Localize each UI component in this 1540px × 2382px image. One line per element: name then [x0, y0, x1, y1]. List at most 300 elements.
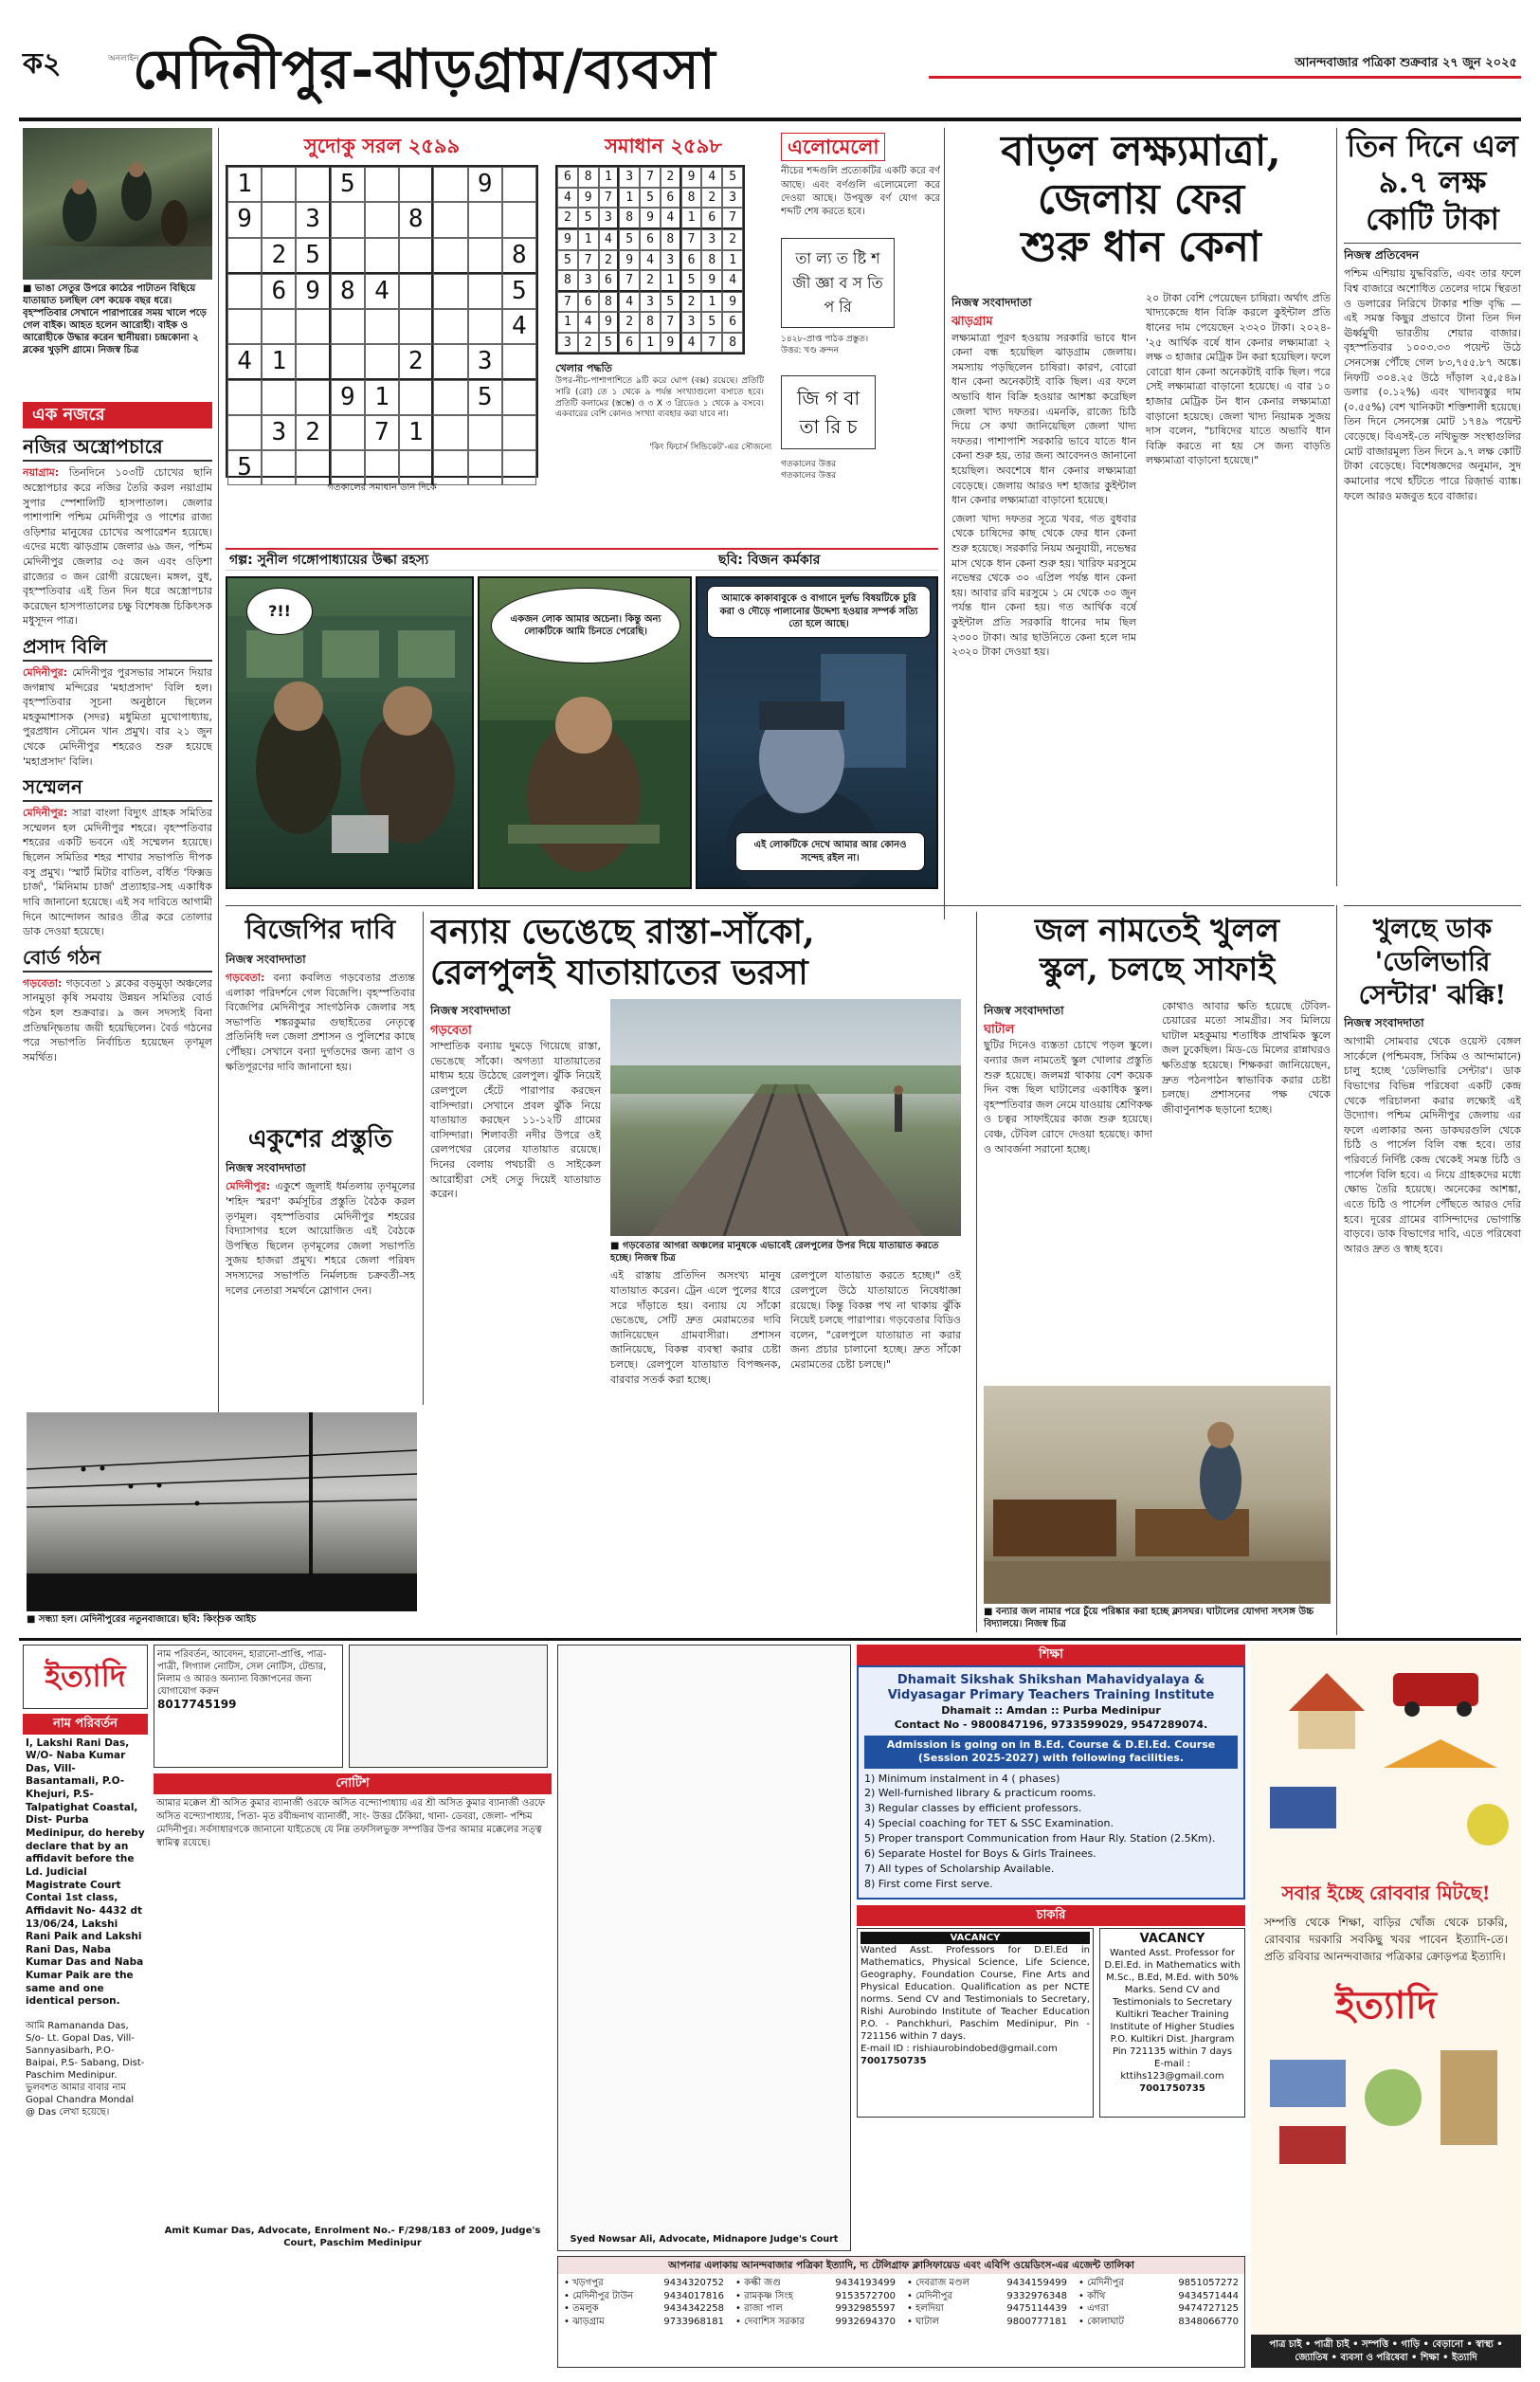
comic-bubble-4: এই লোকটিকে দেখে আমার আর কোনও সন্দেহ রইল না। — [735, 832, 925, 871]
comic-header — [226, 548, 938, 571]
story-school — [984, 912, 1331, 1632]
solution-cell: 4 — [701, 167, 722, 188]
sudoku-cell — [468, 309, 502, 344]
agent-phone[interactable]: 9434159499 — [1006, 2278, 1067, 2289]
dateline: আনন্দবাজার পত্রিকা শুক্রবার ২৭ জুন ২০২৫ — [1295, 56, 1517, 70]
sudoku-cell: 2 — [262, 238, 296, 274]
solution-cell: 3 — [578, 270, 599, 292]
admission-banner: Admission is going on in B.Ed. Course & D.El.Ed. Course (Session 2025-2027) with following facilities. — [864, 1736, 1238, 1769]
agent-entry — [1073, 2316, 1244, 2329]
solution-cell: 9 — [701, 270, 722, 292]
promo-tags: পাত্র চাই • পাত্রী চাই • সম্পত্তি • গাড়ি • বেড়ানো • স্বাস্থ্য • জ্যোতিষ • ব্যবসা ও পরিষেবা • শিক্ষা • ইত্যাদি — [1251, 2335, 1521, 2368]
sudoku-cell: 5 — [227, 450, 262, 485]
school-photo-caption: ■ বন্যার জল নামার পরে চুঁয়ে পরিষ্কার করা হচ্ছে ক্লাসঘর। ঘাটালের যোগদা সৎসঙ্গ উচ্চ বিদ্যালয়ে। নিজস্ব চিত্র — [984, 1607, 1314, 1629]
solution-cell: 3 — [661, 250, 681, 271]
vacancy-phone-2[interactable]: 7001750735 — [1139, 2083, 1205, 2095]
classroom-illustration — [984, 1386, 1331, 1604]
vacancy-title-2: VACANCY — [1139, 1931, 1205, 1946]
agent-area: • মেদিনীপুর — [907, 2290, 952, 2301]
vacancy-title-1: VACANCY — [861, 1932, 1090, 1944]
jumble-puzzle-a: তা ল্য ত ষ্টি শ জী জ্ঞা ব স তি প রি — [781, 238, 895, 328]
jumble-answer-d: গতকালের উত্তর — [781, 471, 837, 482]
jumble-block — [781, 133, 940, 538]
sudoku-cell — [365, 167, 399, 202]
paddy-headline-3: শুরু ধান কেনা — [1021, 223, 1261, 272]
brief-title-3: সম্মেলন — [23, 774, 212, 802]
vacancy-email-2[interactable]: E-mail : kttihs123@gmail.com — [1120, 2059, 1224, 2082]
agent-grid — [558, 2277, 1244, 2328]
story-ekush — [226, 1123, 415, 1398]
solution-cell: 3 — [599, 208, 620, 229]
paddy-col-3: ২০ টাকা বেশি পেয়েছেন চাষিরা। অর্থাৎ প্রতি খাদ্যকেন্দ্রে ধান বিক্রি করলে কুইন্টাল প্রতি ধানের দাম পেয়েছেন ২৩২০ টাকা। ২০২৪-'২৫ আর্থিক বর্ষে ধান কেনার লক্ষ্যমাত্রা ২ লক্ষ ৩ হাজার মেট্রিক টন করা হয়েছিল। ফলে বোরো ধান কেনা অনেকটাই বাকি ছিল। পরে সেই লক্ষ্যমাত্রা বাড়ানো হয়েছে। এ বার ১০ হাজার মেট্রিক টন ধান কেনার লক্ষ্যমাত্রা বাড়ানো হয়েছে। জেলা খাদ্য নিয়ামক সুজয় দাস বলেন, "চাষিদের যাতে অভাবি ধান বিক্রি করতে না হয় সে জন্য বাড়তি লক্ষ্যমাত্রা বাড়ানো হয়েছে।" — [1146, 291, 1331, 467]
solution-credit: 'কিং ফিচার্স সিন্ডিকেট'-এর সৌজন্যে — [649, 442, 771, 452]
solution-cell: 9 — [661, 333, 681, 354]
ekush-place: মেদিনীপুর: — [226, 1180, 271, 1193]
solution-cell: 4 — [578, 312, 599, 333]
delivery-byline: নিজস্ব সংবাদদাতা — [1344, 1016, 1424, 1029]
sudoku-cell — [399, 309, 433, 344]
sudoku-cell — [433, 167, 467, 202]
sudoku-cell — [365, 238, 399, 274]
solution-cell: 4 — [557, 188, 578, 209]
agents-block — [557, 2256, 1245, 2368]
classifieds-brand — [23, 1645, 148, 1709]
sudoku-cell — [262, 202, 296, 237]
solution-cell: 7 — [722, 208, 743, 229]
rescue-photo-illustration — [23, 128, 212, 280]
agent-area: • ঘাটাল — [907, 2316, 939, 2327]
ekush-text: একুশে জুলাই ধর্মতলায় তৃণমূলের 'শহিদ স্মরণ' কর্মসূচির প্রস্তুতি বৈঠক করল তৃণমূল। বৃহস্পতিবার মেদিনীপুর শহরের বিদ্যাসাগর হলে আয়োজিত এই বৈঠকে উপস্থিত ছিলেন তৃণমূলের জেলা সভাপতি সুজয় হাজরা প্রমুখ। শহরে জেলা পরিষদ সদস্যদের সভাপতি নির্মলচন্দ্র চক্রবর্তী-সহ দলের নেতারা সমর্থনে স্লোগান দেন। — [226, 1180, 415, 1297]
solution-cell: 8 — [640, 312, 661, 333]
paddy-headline-1: বাড়ল লক্ষ্যমাত্রা, — [1001, 128, 1281, 175]
agent-area: • খড়গপুর — [564, 2278, 604, 2289]
sudoku-cell — [296, 450, 330, 485]
agent-phone[interactable]: 9434342258 — [663, 2303, 724, 2315]
flood-col-1: সাম্প্রতিক বন্যায় দুমড়ে গিয়েছে রাস্তা, ভেঙেছে সাঁকো। অগত্যা যাতায়াতের মাধ্যম হয়ে উঠেছে রেলপুল। ঝুঁকি নিয়েই রেলপুলে হেঁটে পারাপার করছেন বাসিন্দারা। সেখানে প্রবল ঝুঁকি নিয়ে যাতায়াত করছেন ১১-১২টি গ্রামের বাসিন্দারা। শিলাবতী নদীর উপরে ওই রেলপথের রেলের যাতায়াত রয়েছে। দিনের বেলায় পথচারী ও সাইকেল আরোহীরা সেই সেতু দিয়েই যাতায়াত করেন। — [430, 1040, 601, 1201]
paddy-byline: নিজস্ব সংবাদদাতা — [951, 295, 1032, 309]
school-headline-1: জল নামতেই খুলল — [1034, 912, 1280, 950]
sudoku-cell: 1 — [365, 380, 399, 415]
jumble-answer-b: উত্তর: খণ্ড ক্রন্দন — [781, 346, 839, 356]
sudoku-cell — [399, 238, 433, 274]
paddy-col-2: জেলা খাদ্য দফতর সূত্রে খবর, গত বুধবার থেকে চাষিদের কাছ থেকে ফের ধান কেনা শুরু হয়েছে। সরকারি নিয়ম অনুযায়ী, নভেম্বর মাস থেকে ধান কেনা শুরু হয়। খারিফ মরসুমে নভেম্বর থেকে ৩০ এপ্রিল পর্যন্ত ধান কেনা হয়। আবার রবি মরসুমে ১ মে থেকে ৩০ জুন পর্যন্ত ধান কেনা হয়। গত আর্থিক বর্ষে কুইন্টাল প্রতি সরকারি ধানের দাম ছিল ২৩০০ টাকা। আর ছাউনিতে কেনা হলে দাম ২৩২০ টাকা দেওয়া হয়। — [951, 512, 1136, 659]
name-change-2: আমি Ramananda Das, S/o- Lt. Gopal Das, Vill- Sannyasibarh, P.O- Baipai, P.S- Sabang, Dist- Paschim Medinipur. ভুলবশত আমার বাবার নাম Gopal Chandra Mondal @ Das লেখা হয়েছে। — [26, 2021, 145, 2118]
solution-cell: 1 — [661, 270, 681, 292]
solution-cell: 9 — [640, 208, 661, 229]
sudoku-cell — [399, 274, 433, 309]
solution-cell: 7 — [661, 312, 681, 333]
vacancy-phone-1[interactable]: 7001750735 — [861, 2055, 927, 2066]
comic-story: গল্প: সুনীল গঙ্গোপাধ্যায়ের উল্কা রহস্য — [229, 553, 429, 568]
sudoku-cell — [227, 415, 262, 450]
agent-entry — [730, 2277, 901, 2290]
solution-cell: 1 — [578, 229, 599, 250]
paddy-col-1: লক্ষ্যমাত্রা পূরণ হওয়ায় সরকারি ভাবে ধান কেনা বন্ধ হয়েছিল ঝাড়গ্রাম জেলায়। সমস্যায় পড়ছিলেন চাষিরা। কারণ, বোরো ধান কেনা অনেকটাই বাকি ছিল। এর ফলে অভাবি ধান বিক্রি হওয়ার আশঙ্কা করেছিল জেলা খাদ্য দফতর। এমনকি, রাজ্যে চিঠি দিয়ে সে কথা জানিয়েছিল জেলা খাদ্য দফতর। পাশাপাশি সরকারি ভাবে যাতে ধান কেনা শুরু হয়, তার জন্য আবেদনও জানানো হয়েছিল। অবশেষে ধান কেনার লক্ষ্যমাত্রা বেড়েছে। জেলায় আরও দশ হাজার কুইন্টাল ধান কেনার লক্ষ্যমাত্রা বাড়ানো হয়েছে। — [951, 331, 1136, 507]
brief-text-4: গড়বেতা ১ ব্লকের বড়মুড়া অঞ্চলের সানমুড়া কৃষি সমবায় উন্নয়ন সমিতির বোর্ড গঠন হল শুক্রবার। ৯ জন সদস্যই বিনা প্রতিদ্বন্দ্বিতায় জয়ী হয়েছিলেন। বৈর্ড গঠনের পরে সভাপতি নির্বাচিত হয়েছেন তৃণমূল সমর্থিত। — [23, 976, 212, 1064]
agent-area: • হলদিয়া — [907, 2303, 944, 2315]
delivery-body: আগামী সোমবার থেকে ওয়েস্ট বেঙ্গল সার্কেলে (পশ্চিমবঙ্গ, সিকিম ও আন্দামানে) চালু হচ্ছে 'ডেলিভারি সেন্টার'। ডাক বিভাগের বিভিন্ন পরিষেবা একটি কেন্দ্র থেকে পরিচালনা করার লক্ষ্যেই এই উদ্যোগ। পশ্চিম মেদিনীপুর জেলায় এর ফলে এলাকার অন্য ডাকঘরগুলি থেকে চিঠি ও পার্সেল বিলি বন্ধ হবে। তার পরিবর্তে নির্দিষ্ট কেন্দ্র থেকেই সমস্ত চিঠি ও পার্সেল বিলি হবে। এ নিয়ে গ্রাহকদের মধ্যে ক্ষোভ তৈরি হয়েছে। অনেকের আশঙ্কা, এতে চিঠি ও পার্সেল পৌঁছতে আরও দেরি হবে। দূরের গ্রামের বাসিন্দাদের ভোগান্তি বাড়বে। ডাক বিভাগের দাবি, এতে পরিষেবা আরও দ্রুত ও স্বচ্ছ হবে। — [1344, 1035, 1521, 1255]
job-label: চাকরি — [857, 1905, 1245, 1926]
sudoku-cell: 4 — [227, 344, 262, 380]
agent-area: • দেবাশিস সরকার — [735, 2316, 805, 2327]
solution-cell: 8 — [701, 250, 722, 271]
solution-cell: 4 — [599, 229, 620, 250]
solution-cell: 7 — [557, 292, 578, 313]
solution-cell: 2 — [640, 270, 661, 292]
sudoku-cell: 8 — [331, 274, 365, 309]
agent-phone[interactable]: 9851057272 — [1178, 2278, 1239, 2289]
promo-body: সম্পত্তি থেকে শিক্ষা, বাড়ির খোঁজ থেকে চাকরি, রোববার দরকারি সবকিছু খবর পাবেন ইত্যাদি-তে। প্রতি রবিবার আনন্দবাজার পত্রিকার ক্রোড়পত্র ইত্যাদি। — [1264, 1915, 1508, 1963]
solution-cell: 4 — [640, 250, 661, 271]
solution-cell: 4 — [619, 292, 640, 313]
brief-text-3: সারা বাংলা বিদ্যুৎ গ্রাহক সমিতির সম্মেলন হল মেদিনীপুর শহরে। বৃহস্পতিবার শহরের একটি ভবনে এই সম্মেলন হয়েছে। ছিলেন সমিতির শহর শাখার সভাপতি দীপক বসু প্রমুখ। 'স্মার্ট মিটার বাতিল, বর্ধিত 'ফিক্সড চার্জ', 'মিনিমাম চার্জ' প্রত্যাহার-সহ একাধিক দাবি জানানো হয়েছে। এই সব দাবিতে আগামী দিনে আন্দোলন আরও তীব্র করে তোলার ডাক দেওয়া হয়েছে। — [23, 807, 212, 938]
comic-panel-1 — [226, 576, 474, 889]
comic-bubble-2: একজন লোক আমার অচেনা। কিন্তু অন্য লোকটিকে আমি চিনতে পেরেছি। — [491, 588, 680, 664]
jumble-title: এলোমেলো — [781, 133, 885, 161]
facility-item: 7) All types of Scholarship Available. — [864, 1863, 1055, 1876]
solution-cell: 8 — [722, 333, 743, 354]
flood-col-3: রেলপুলে যাতায়াত করতে হচ্ছে।" ওই রেলপুলে উঠে যাতায়াতে নিষেধাজ্ঞা রয়েছে। কিন্তু বিকল্প পথ না থাকায় ঝুঁকি নিয়েই চলছে পারাপার। গড়বেতার বিডিও বলেন, "রেলপুলে যাতায়াত না করার জন্য প্রচার চালানো হচ্ছে। দ্রুত সাঁকো মেরামতের চেষ্টা চলছে।" — [790, 1269, 961, 1372]
ekush-headline: একুশের প্রস্তুতি — [247, 1125, 393, 1154]
solution-cell: 3 — [640, 292, 661, 313]
sudoku-cell: 2 — [296, 415, 330, 450]
college-contact[interactable]: Contact No - 9800847196, 9733599029, 9547289074. — [894, 1718, 1208, 1731]
method-body: উপর-নীচ-পাশাপাশিতে ৯টি করে ঘোপ (বক্স) রয়েছে। প্রতিটি সারি (রো) তে ১ থেকে ৯ পর্যন্ত সংখ্যাগুলো বসাতে হবে। প্রতিটি কলামের (স্তম্ভে) ও ৩ X ৩ গ্রিডেও ১ থেকে ৯ বসবে। একবারের বেশি কোনও সংখ্যা ব্যবহার করা যাবে না। — [555, 376, 764, 420]
solution-cell: 6 — [578, 292, 599, 313]
brand-mark: অনলাইন — [108, 54, 139, 64]
sudoku-cell — [331, 309, 365, 344]
sudoku-cell — [227, 309, 262, 344]
legal-column — [557, 1645, 851, 2251]
agent-phone[interactable]: 9733968181 — [663, 2316, 724, 2327]
sudoku-cell — [399, 450, 433, 485]
vacancy-ad-2 — [1099, 1928, 1245, 2118]
solution-cell: 5 — [619, 229, 640, 250]
solution-cell: 8 — [681, 188, 702, 209]
comic-panel-2 — [478, 576, 692, 889]
jumble-answer-a: ১৪২৮-প্রাপ্ত পাঠক প্রস্তুত। — [781, 334, 869, 344]
agent-area: • রামকৃষ্ণ সিংহ — [735, 2290, 793, 2301]
agent-phone[interactable]: 9434571444 — [1178, 2290, 1239, 2301]
bjp-headline: বিজেপির দাবি — [245, 914, 396, 945]
solution-grid — [555, 165, 745, 355]
solution-cell: 6 — [701, 208, 722, 229]
agent-area: • মেদিনীপুর টাউন — [564, 2290, 634, 2301]
sudoku-cell: 5 — [331, 167, 365, 202]
contact-phone[interactable]: 8017745199 — [157, 1698, 237, 1711]
facility-item: 1) Minimum instalment in 4 ( phases) — [864, 1772, 1060, 1785]
sudoku-cell — [502, 415, 536, 450]
sudoku-cell — [502, 202, 536, 237]
facility-item: 5) Proper transport Communication from Haur Rly. Station (2.5Km). — [864, 1832, 1216, 1846]
solution-cell: 6 — [557, 167, 578, 188]
notice-column — [154, 1645, 552, 2368]
solution-cell: 6 — [681, 250, 702, 271]
sudoku-cell: 9 — [296, 274, 330, 309]
agent-entry — [901, 2302, 1073, 2316]
brief-place-3: মেদিনীপুর: — [23, 807, 68, 820]
sudoku-cell: 8 — [502, 238, 536, 274]
story-bjp — [226, 912, 415, 1120]
power-lines-illustration — [27, 1412, 417, 1611]
solution-cell: 5 — [578, 208, 599, 229]
left-photo-caption: ■ ভাঙা সেতুর উপরে কাঠের পাটাতন বিছিয়ে যাতায়াত চলছিল বেশ কয়েক বছর ধরে। বৃহস্পতিবার সেখানে পারাপারের সময় খালে পড়ে গেল বাইক। আহত হলেন আরোহী। বাইক ও আরোহীকে উদ্ধার করেন স্থানীয়রা। চন্দ্রকোনা ২ ব্লকের খুড়শি গ্রামে। নিজস্ব চিত্র — [23, 283, 207, 355]
flood-byline: নিজস্ব সংবাদদাতা — [430, 1004, 511, 1018]
story-delivery — [1344, 912, 1521, 1642]
sudoku-cell — [468, 274, 502, 309]
sudoku-cell: 9 — [227, 202, 262, 237]
flood-photo — [610, 999, 961, 1236]
story-paddy — [951, 128, 1331, 905]
notice-body: আমার মক্কেল শ্রী অসিত কুমার ব্যানার্জী ওরফে অসিত বন্দ্যোপাধ্যায় এর শ্রী অসিত কুমার ব্যানার্জী ওরফে অসিত বন্দ্যোপাধ্যায়, পিতা- মৃত রবীন্দ্রনাথ ব্যানার্জী, সাং- উত্তর ঢেঁকিয়া, থানা- ডেবরা, জেলা- পশ্চিম মেদিনীপুর। সর্বসাধারণকে জানানো যাইতেছে যে নিম্ন তফসিলভুক্ত সম্পত্তির উপর আমার মক্কেলের সত্ত্ব স্বামিত্ব রয়েছে। — [156, 1797, 546, 1848]
agent-area: • কল্কী জগু — [735, 2278, 781, 2289]
sudoku-cell: 9 — [468, 167, 502, 202]
sudoku-cell — [331, 238, 365, 274]
agent-phone[interactable]: 8348066770 — [1178, 2316, 1239, 2327]
notice-lawyer: Amit Kumar Das, Advocate, Enrolment No.- F/298/183 of 2009, Judge's Court, Paschim Medinipur — [164, 2225, 541, 2249]
story-crore — [1344, 128, 1521, 905]
solution-cell: 2 — [701, 188, 722, 209]
sudoku-footnote: গতকালের সমাধান ডান দিকে — [327, 482, 437, 494]
sudoku-cell — [433, 202, 467, 237]
school-col-1: ছুটির দিনেও ব্যস্ততা চোখে পড়ল স্কুলে। বন্যার জল নামতেই স্কুল খোলার প্রস্তুতি শুরু হয়েছে। জলমগ্ন থাকায় বেশ কয়েক দিন বন্ধ ছিল ঘাটালের একাধিক স্কুল। বৃহস্পতিবার জল নেমে যাওয়ায় শ্রেণিকক্ষ ও চত্বর সাফাইয়ের কাজ শুরু হয়েছে। বেঞ্চ, টেবিল রোদে দেওয়া হয়েছে। কাদা ও আবর্জনা সরানো হচ্ছে। — [984, 1039, 1152, 1155]
school-byline: নিজস্ব সংবাদদাতা — [984, 1003, 1064, 1017]
bjp-body — [226, 971, 415, 1074]
flood-headline-1: বন্যায় ভেঙেছে রাস্তা-সাঁকো, — [430, 912, 815, 952]
agent-phone[interactable]: 9434320752 — [663, 2278, 724, 2289]
solution-cell: 3 — [557, 333, 578, 354]
brief-text-2: মেদিনীপুর পুরসভার সামনে দিয়ার জগন্নাথ মন্দিরের 'মহাপ্রসাদ' বিলি হল। বৃহস্পতিবার সূচনা অনুষ্ঠানে ছিলেন মহকুমাশাসক (সদর) মধুমিতা মুখোপাধ্যায়, পুরপ্রধান সৌমেন খান প্রমুখ। বার ২১ জুন থেকে মেদিনীপুর শহরেও শুরু হয়েছে 'মহাপ্রসাদ' বিলি। — [23, 666, 212, 768]
solution-cell: 7 — [640, 167, 661, 188]
vacancy-email-1[interactable]: E-mail ID : rishiaurobindobed@gmail.com — [861, 2043, 1058, 2054]
brief-body-4 — [23, 976, 212, 1065]
sudoku-cell — [433, 380, 467, 415]
sudoku-block — [226, 133, 538, 538]
solution-cell: 1 — [681, 208, 702, 229]
brief-title-4: বোর্ড গঠন — [23, 945, 212, 973]
agent-phone[interactable]: 9932694370 — [835, 2316, 896, 2327]
sudoku-cell — [296, 380, 330, 415]
sudoku-cell: 3 — [468, 344, 502, 380]
facility-list — [864, 1772, 1238, 1893]
sudoku-cell — [468, 415, 502, 450]
solution-cell: 8 — [557, 270, 578, 292]
brief-place-4: গড়বেতা: — [23, 976, 63, 990]
solution-cell: 3 — [681, 312, 702, 333]
agent-area: • কোলাঘাট — [1078, 2316, 1124, 2327]
sudoku-cell — [365, 344, 399, 380]
sudoku-cell — [331, 450, 365, 485]
sudoku-cell — [502, 450, 536, 485]
brief-title-2: প্রসাদ বিলি — [23, 634, 212, 662]
sudoku-cell — [262, 309, 296, 344]
rail-bridge-illustration — [610, 999, 961, 1236]
agent-phone[interactable]: 9932985597 — [835, 2303, 896, 2315]
college-ad — [857, 1665, 1245, 1900]
brief-body-2 — [23, 665, 212, 769]
agent-entry — [558, 2277, 730, 2290]
solution-cell: 5 — [722, 167, 743, 188]
facility-item: 6) Separate Hostel for Boys & Girls Trainees. — [864, 1847, 1096, 1861]
classifieds-brand-text: ইত্যাদি — [45, 1658, 126, 1695]
sudoku-cell — [433, 450, 467, 485]
sudoku-cell: 7 — [365, 415, 399, 450]
story-flood — [430, 912, 970, 1632]
sudoku-cell: 8 — [399, 202, 433, 237]
left-column-rule — [218, 128, 219, 1626]
agent-phone[interactable]: 9800777181 — [1006, 2316, 1067, 2327]
flood-col-2: এই রাস্তায় প্রতিদিন অসংখ্য মানুষ যাতায়াত করেন। ট্রেন এলে পুলের ধারে সরে দাঁড়াতে হয়। বন্যায় যে সাঁকো ভেঙেছে, সেটি দ্রুত মেরামতের দাবি জানিয়েছেন গ্রামবাসীরা। প্রশাসন জানিয়েছে, বিকল্প ব্যবস্থা করার চেষ্টা চলছে। রেলপুলে যাতায়াত বিপজ্জনক, বারবার সতর্ক করা হচ্ছে। — [610, 1269, 781, 1386]
mid-rule — [226, 905, 1334, 906]
solution-cell: 1 — [599, 167, 620, 188]
sudoku-cell: 4 — [502, 309, 536, 344]
solution-cell: 7 — [681, 229, 702, 250]
puzzle-rule — [944, 128, 945, 919]
agent-entry — [558, 2302, 730, 2316]
sudoku-cell — [331, 202, 365, 237]
bjp-text: বন্যা কবলিত গড়বেতার প্রত্যন্ত এলাকা পরিদর্শনে গেল বিজেপি। বৃহস্পতিবার বিজেপির মেদিনীপুর সাংগঠনিক জেলার সহ সভাপতি শঙ্করকুমার গুছাইতের নেতৃত্বে প্রতিনিধি দল জেলা প্রশাসন ও পুলিশের কাছে পৌঁছয়। সেখানে বন্যা দুর্গতদের জন্য ত্রাণ ও ক্ষতিপূরণের দাবি জানানো হয়। — [226, 971, 415, 1073]
comic-art: ছবি: বিজন কর্মকার — [718, 553, 821, 568]
crore-headline: তিন দিনে এল ৯.৭ লক্ষ কোটি টাকা — [1344, 128, 1521, 244]
left-photo — [23, 128, 212, 280]
agent-phone[interactable]: 9475114439 — [1006, 2303, 1067, 2315]
crore-body: পশ্চিম এশিয়ায় যুদ্ধবিরতি, এবং তার ফলে বিশ্ব বাজারে অশোধিত তেলের দামে স্থিরতা ও ডলারের নিরিখে টাকার শক্তি বৃদ্ধি — এই সমস্ত কিছুর প্রভাবে টানা তিন দিন ঊর্ধ্বমুখী ভারতীয় শেয়ার বাজার। বৃহস্পতিবার ১০০৩.৩৩ পয়েন্ট উঠে সেনসেক্স পৌঁছে গেল ৮৩,৭৫৫.৮৭ অঙ্কে। নিফটি ৩০৪.২৫ উঠে দাঁড়াল ২৫,৫৪৯। ডলার (০.১২%) এবং খাদ্যবস্তুর দাম (০.৫৫%) বেশ খানিকটা শক্তিশালী হয়েছে। তিন দিনে সেনসেক্স মোট ১৭৪৯ পয়েন্ট বেড়েছে। বিএসই-তে নথিভুক্ত সংস্থাগুলির মোট বাজারমূল্য তিন দিনে ৯.৭ লক্ষ কোটি টাকা বেড়েছে। বিশেষজ্ঞদের অনুমান, সুদ কমানোর পথে হাঁটতে পারে রিজ়ার্ভ ব্যাঙ্ক। ফলে আরও মজবুত হবে বাজার। — [1344, 267, 1521, 502]
sudoku-cell — [296, 309, 330, 344]
comic-bubble-1: ?!! — [246, 588, 313, 635]
brief-place-1: নয়াগ্রাম: — [23, 466, 60, 480]
sudoku-cell — [433, 274, 467, 309]
sudoku-cell — [433, 415, 467, 450]
agent-phone[interactable]: 9332976348 — [1006, 2290, 1067, 2301]
sudoku-cell: 1 — [262, 344, 296, 380]
solution-cell: 2 — [619, 312, 640, 333]
school-headline-2: স্কুল, চলছে সাফাই — [1040, 950, 1275, 989]
sudoku-cell — [365, 450, 399, 485]
solution-cell: 9 — [681, 167, 702, 188]
sudoku-cell — [365, 309, 399, 344]
agent-phone[interactable]: 9434193499 — [835, 2278, 896, 2289]
solution-cell: 3 — [722, 188, 743, 209]
sudoku-cell — [433, 238, 467, 274]
sudoku-cell — [227, 238, 262, 274]
vacancy-body-2: Wanted Asst. Professor for D.El.Ed. in Mathematics with M.Sc., B.Ed, M.Ed. with 50% Marks. Send CV and Testimonials to Secretary Kultikri Teacher Training Institute of Higher Studies P.O. Kultikri Dist. Jhargram Pin 721135 within 7 days — [1104, 1948, 1241, 2058]
facility-item: 3) Regular classes by efficient professors. — [864, 1802, 1082, 1815]
sudoku-cell — [227, 380, 262, 415]
sudoku-cell — [331, 415, 365, 450]
agent-area: • তমলুক — [564, 2303, 599, 2315]
solution-cell: 7 — [619, 270, 640, 292]
jumble-answer-c: গতকালের উত্তর — [781, 460, 837, 470]
solution-cell: 1 — [619, 188, 640, 209]
sudoku-cell: 1 — [227, 167, 262, 202]
sudoku-grid — [226, 165, 538, 482]
name-change-label: নাম পরিবর্তন — [23, 1714, 148, 1735]
school-photo — [984, 1386, 1331, 1604]
paddy-rule — [1336, 128, 1337, 886]
school-col-2: কোথাও আবার ক্ষতি হয়েছে টেবিল-চেয়ারের মতো সামগ্রীর। সব মিলিয়ে ঘাটাল মহকুমায় শতাধিক প্রাথমিক স্কুলে জল ঢুকেছিল। মিড-ডে মিলের রান্নাঘরও ক্ষতিগ্রস্ত হয়েছে। শিক্ষকরা জানিয়েছেন, দ্রুত পঠনপাঠন স্বাভাবিক করার চেষ্টা চলছে। প্রশাসনের পক্ষ থেকে জীবাণুনাশক ছড়ানো হচ্ছে। — [1162, 999, 1331, 1116]
agent-phone[interactable]: 9434017816 — [663, 2290, 724, 2301]
agent-entry — [901, 2316, 1073, 2329]
bjp-rule — [423, 912, 424, 1405]
paddy-dateline: ঝাড়গ্রাম — [951, 314, 993, 329]
sudoku-cell — [433, 344, 467, 380]
solution-cell: 8 — [619, 208, 640, 229]
agent-entry — [730, 2302, 901, 2316]
brief-body-1 — [23, 465, 212, 628]
solution-cell: 2 — [681, 292, 702, 313]
sudoku-cell: 9 — [331, 380, 365, 415]
solution-block — [555, 133, 771, 538]
masthead — [19, 21, 1521, 119]
promo-collage-illustration — [1251, 1645, 1521, 1872]
agent-entry — [901, 2290, 1073, 2303]
page-number: ক২ — [23, 47, 62, 81]
sudoku-cell — [502, 167, 536, 202]
delivery-rule — [1336, 905, 1337, 1635]
sudoku-cell — [468, 238, 502, 274]
promo-title: সবার ইচ্ছে রোববার মিটছে! — [1281, 1881, 1491, 1904]
agent-entry — [730, 2290, 901, 2303]
solution-cell: 5 — [557, 250, 578, 271]
solution-cell: 8 — [599, 292, 620, 313]
solution-cell: 4 — [681, 333, 702, 354]
sudoku-cell — [502, 344, 536, 380]
name-change-1: I, Lakshi Rani Das, W/O- Naba Kumar Das, Vill- Basantamali, P.O- Khejuri, P.S- Talpatighat Coastal, Dist- Purba Medinipur, do hereby declare that by an affidavit before the Ld. Judicial Magistrate Court Contai 1st class, Affidavit No- 4432 dt 13/06/24, Lakshi Rani Paik and Lakshi Rani Das, Naba Kumar Das and Naba Kumar Paik are the same and one identical person. — [26, 1736, 145, 2008]
ekush-byline: নিজস্ব সংবাদদাতা — [226, 1161, 306, 1175]
ekush-body — [226, 1179, 415, 1298]
crore-byline: নিজস্ব প্রতিবেদন — [1344, 248, 1420, 263]
agent-area: • ঝাড়গ্রাম — [564, 2316, 605, 2327]
paddy-headline-2: জেলায় ফের — [1037, 174, 1245, 224]
solution-cell: 7 — [701, 333, 722, 354]
sudoku-cell — [262, 380, 296, 415]
flood-dateline: গড়বেতা — [430, 1023, 472, 1038]
sudoku-cell — [296, 344, 330, 380]
agent-area: • মেদিনীপুর — [1078, 2278, 1124, 2289]
brief-place-2: মেদিনীপুর: — [23, 666, 68, 679]
agent-phone[interactable]: 9474727125 — [1178, 2303, 1239, 2315]
agent-entry — [558, 2290, 730, 2303]
bjp-byline: নিজস্ব সংবাদদাতা — [226, 952, 306, 966]
delivery-top-rule — [1344, 905, 1521, 906]
briefs-tag: এক নজরে — [23, 402, 212, 428]
solution-cell: 5 — [681, 270, 702, 292]
legal-notice-box — [557, 1645, 851, 2251]
solution-cell: 2 — [557, 208, 578, 229]
solution-cell: 3 — [619, 167, 640, 188]
solution-cell: 9 — [578, 188, 599, 209]
sudoku-cell: 5 — [296, 238, 330, 274]
solution-cell: 2 — [661, 167, 681, 188]
dusk-photo — [27, 1412, 417, 1611]
solution-cell: 9 — [599, 312, 620, 333]
sudoku-cell — [296, 167, 330, 202]
solution-cell: 1 — [557, 312, 578, 333]
solution-cell: 9 — [722, 292, 743, 313]
agent-entry — [1073, 2290, 1244, 2303]
agent-entry — [730, 2316, 901, 2329]
solution-title: সমাধান ২৫৯৮ — [605, 134, 722, 157]
agent-phone[interactable]: 9153572700 — [835, 2290, 896, 2301]
classifieds-top-rule — [19, 1638, 1521, 1641]
facility-item: 2) Well-furnished library & practicum rooms. — [864, 1787, 1096, 1800]
sudoku-cell: 3 — [262, 415, 296, 450]
solution-cell: 6 — [599, 270, 620, 292]
agent-entry — [901, 2277, 1073, 2290]
notice-label: নোটিশ — [154, 1773, 552, 1794]
school-dateline: ঘাটাল — [984, 1022, 1015, 1037]
sudoku-cell — [365, 202, 399, 237]
